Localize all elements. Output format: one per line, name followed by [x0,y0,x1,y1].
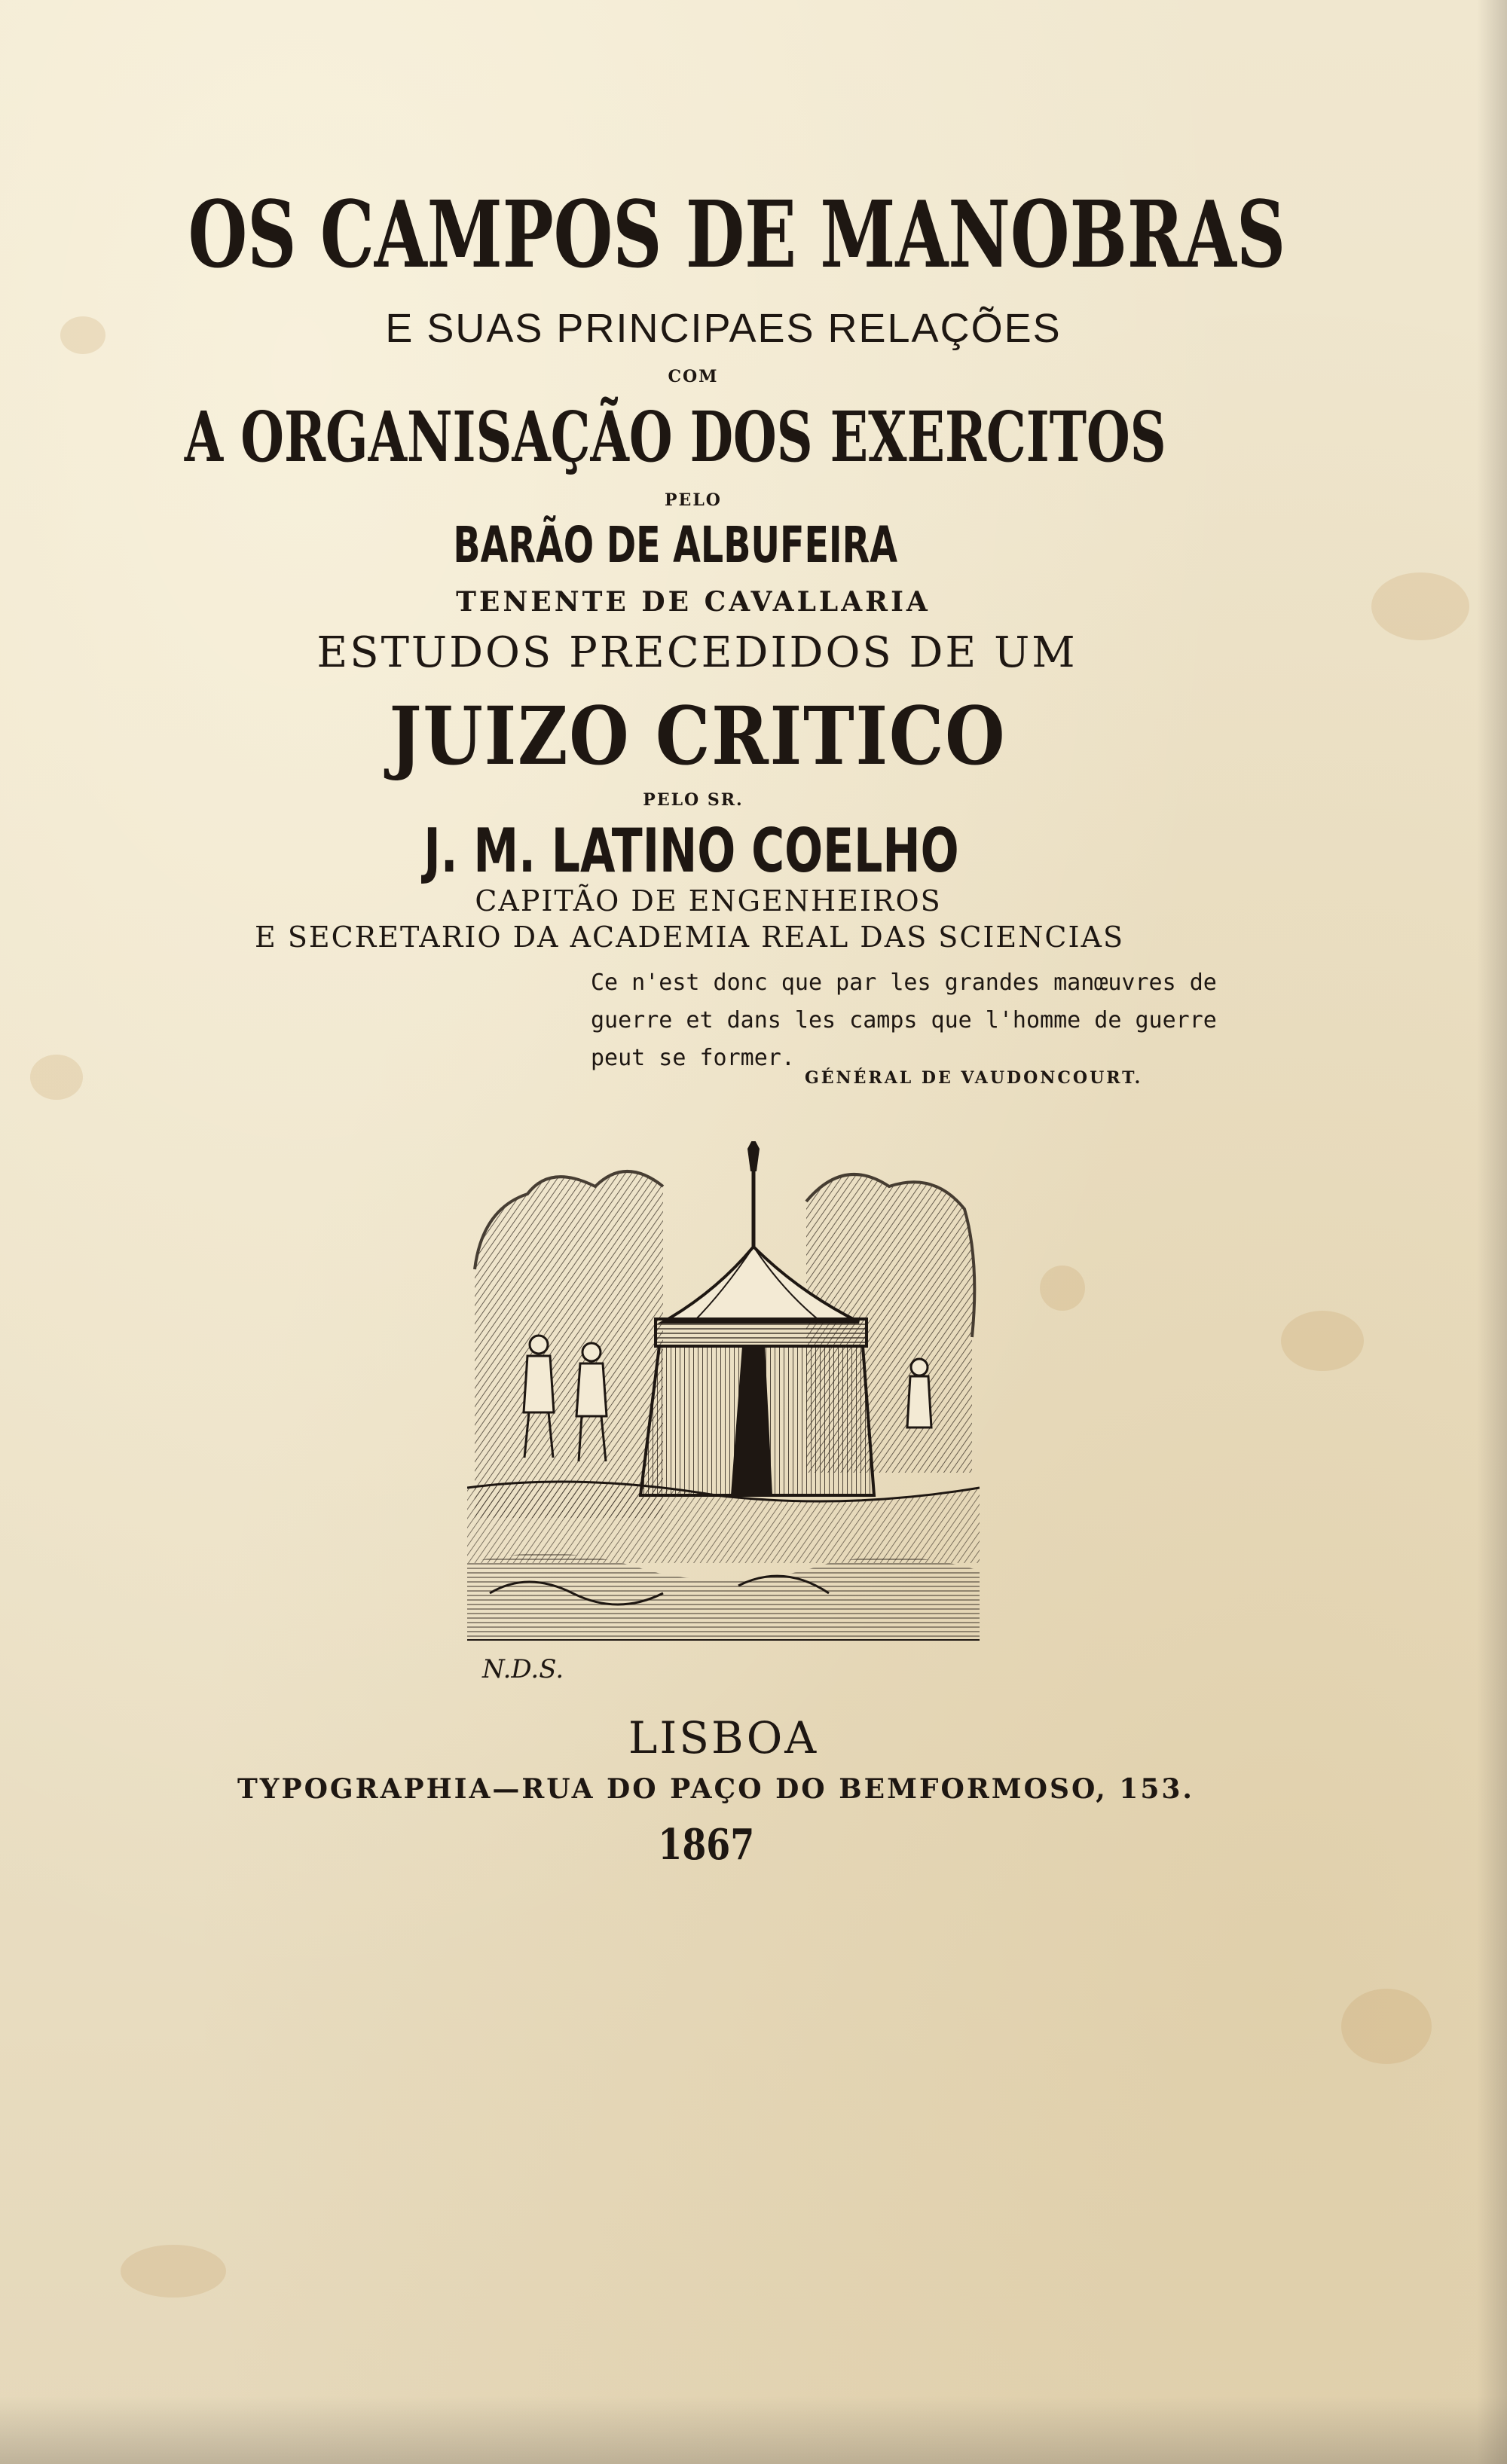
foxing-spot [1281,1311,1364,1371]
connector-pelo: PELO [665,490,722,510]
critic-name: J. M. LATINO COELHO [423,816,959,886]
page-edge-shadow [1477,0,1507,2464]
epigraph-line: peut se former. [591,1045,795,1071]
author-name: BARÃO DE ALBUFEIRA [453,516,897,574]
author-rank: TENENTE DE CAVALLARIA [456,586,931,618]
foxing-spot [1341,1989,1432,2064]
epigraph [591,964,1254,1077]
preface-title: JUIZO CRITICO [389,689,1007,783]
tent-engraving [467,1141,980,1691]
foxing-spot [121,2245,226,2298]
epigraph-line: guerre et dans les camps que l'homme de guerre [591,1007,1217,1034]
epigraph-line: Ce n'est donc que par les grandes manœuvres de [591,969,1217,996]
imprint-year: 1867 [658,1820,755,1870]
imprint-place: LISBOA [628,1712,819,1763]
foxing-spot [30,1055,83,1100]
page-bottom-shadow [0,2396,1507,2464]
engraving-signature: N.D.S. [482,1654,564,1684]
connector-com: COM [668,367,719,386]
connector-pelo-sr: PELO SR. [643,790,744,810]
foxing-spot [1040,1266,1085,1311]
book-subject: A ORGANISAÇÃO DOS EXERCITOS [184,396,1166,478]
book-title: OS CAMPOS DE MANOBRAS [188,180,1286,289]
critic-title-2: E SECRETARIO DA ACADEMIA REAL DAS SCIENCIAS [255,921,1124,954]
imprint-printer: TYPOGRAPHIA—RUA DO PAÇO DO BEMFORMOSO, 153. [237,1773,1194,1805]
preface-intro: ESTUDOS PRECEDIDOS DE UM [316,628,1078,677]
book-subtitle: E SUAS PRINCIPAES RELAÇÕES [385,306,1062,351]
critic-title-1: CAPITÃO DE ENGENHEIROS [475,884,942,918]
epigraph-attribution: GÉNÉRAL DE VAUDONCOURT. [805,1068,1143,1088]
